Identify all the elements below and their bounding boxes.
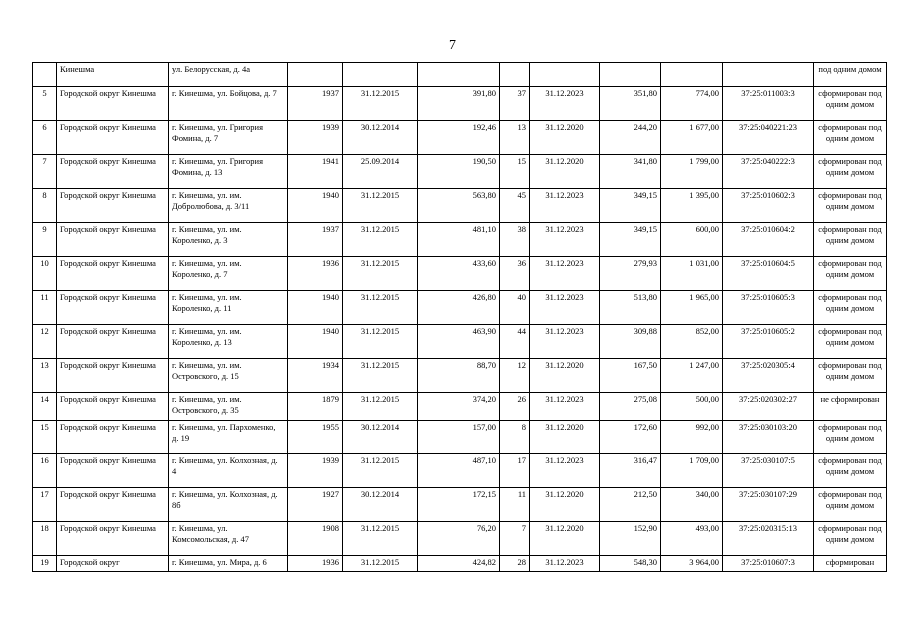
- cell-planned-date: 31.12.2020: [530, 359, 600, 393]
- table-row: [33, 393, 887, 421]
- cell-area: 563,80: [418, 189, 500, 223]
- table-row: [33, 223, 887, 257]
- cell-municipality: Городской округ Кинешма: [57, 291, 169, 325]
- cell-address: г. Кинешма, ул. Колхозная, д. 8б: [169, 488, 288, 522]
- page-number: 7: [449, 38, 456, 53]
- cell-residents: 15: [500, 155, 530, 189]
- cell-planned-date: 31.12.2020: [530, 421, 600, 454]
- cell-residents: 38: [500, 223, 530, 257]
- cell-land-status: сформирован: [814, 556, 887, 572]
- cell-address: г. Кинешма, ул. им. Короленко, д. 13: [169, 325, 288, 359]
- cell-residents: 40: [500, 291, 530, 325]
- cell-build-year: 1936: [288, 257, 343, 291]
- cell-build-year: 1937: [288, 223, 343, 257]
- cell-row-number: 5: [33, 87, 57, 121]
- cell-land-area: [600, 63, 661, 87]
- cell-land-status: сформирован под одним домом: [814, 291, 887, 325]
- table-row: [33, 359, 887, 393]
- cell-row-number: 19: [33, 556, 57, 572]
- cell-area: 76,20: [418, 522, 500, 556]
- cell-build-year: 1879: [288, 393, 343, 421]
- cell-cadastral-number: 37:25:030107:29: [723, 488, 814, 522]
- cell-row-number: 14: [33, 393, 57, 421]
- cell-planned-date: 31.12.2023: [530, 291, 600, 325]
- cell-cadastral-number: 37:25:010605:2: [723, 325, 814, 359]
- table-row: [33, 488, 887, 522]
- cell-address: г. Кинешма, ул. Колхозная, д. 4: [169, 454, 288, 488]
- cell-municipality: Кинешма: [57, 63, 169, 87]
- cell-municipality: Городской округ Кинешма: [57, 189, 169, 223]
- cell-cost: 992,00: [661, 421, 723, 454]
- cell-recognition-date: 30.12.2014: [343, 121, 418, 155]
- cell-land-area: 275,08: [600, 393, 661, 421]
- cell-area: 192,46: [418, 121, 500, 155]
- cell-municipality: Городской округ Кинешма: [57, 454, 169, 488]
- cell-recognition-date: 31.12.2015: [343, 454, 418, 488]
- cell-planned-date: 31.12.2023: [530, 325, 600, 359]
- cell-recognition-date: 31.12.2015: [343, 522, 418, 556]
- cell-land-area: 351,80: [600, 87, 661, 121]
- cell-area: 424,82: [418, 556, 500, 572]
- cell-area: 391,80: [418, 87, 500, 121]
- cell-land-status: сформирован под одним домом: [814, 359, 887, 393]
- table-row: [33, 325, 887, 359]
- cell-municipality: Городской округ Кинешма: [57, 325, 169, 359]
- cell-address: г. Кинешма, ул. им. Добролюбова, д. 3/11: [169, 189, 288, 223]
- cell-cost: 774,00: [661, 87, 723, 121]
- cell-municipality: Городской округ Кинешма: [57, 87, 169, 121]
- cell-cost: 1 395,00: [661, 189, 723, 223]
- cell-cost: 1 031,00: [661, 257, 723, 291]
- cell-residents: 28: [500, 556, 530, 572]
- cell-address: г. Кинешма, ул. им. Короленко, д. 11: [169, 291, 288, 325]
- cell-land-area: 212,50: [600, 488, 661, 522]
- cell-planned-date: 31.12.2023: [530, 393, 600, 421]
- cell-area: 433,60: [418, 257, 500, 291]
- cell-address: г. Кинешма, ул. им. Короленко, д. 3: [169, 223, 288, 257]
- cell-build-year: 1941: [288, 155, 343, 189]
- cell-recognition-date: 31.12.2015: [343, 556, 418, 572]
- cell-land-status: сформирован под одним домом: [814, 325, 887, 359]
- cell-land-status: сформирован под одним домом: [814, 454, 887, 488]
- cell-area: 172,15: [418, 488, 500, 522]
- cell-recognition-date: 31.12.2015: [343, 87, 418, 121]
- cell-planned-date: 31.12.2020: [530, 121, 600, 155]
- cell-land-status: под одним домом: [814, 63, 887, 87]
- cell-cadastral-number: 37:25:010605:3: [723, 291, 814, 325]
- cell-row-number: 11: [33, 291, 57, 325]
- cell-residents: 8: [500, 421, 530, 454]
- cell-cost: 500,00: [661, 393, 723, 421]
- cell-residents: [500, 63, 530, 87]
- cell-recognition-date: 31.12.2015: [343, 325, 418, 359]
- cell-land-status: сформирован под одним домом: [814, 522, 887, 556]
- cell-recognition-date: 31.12.2015: [343, 359, 418, 393]
- cell-address: г. Кинешма, ул. Бойцова, д. 7: [169, 87, 288, 121]
- cell-recognition-date: 31.12.2015: [343, 223, 418, 257]
- cell-planned-date: 31.12.2023: [530, 87, 600, 121]
- cell-land-status: сформирован под одним домом: [814, 257, 887, 291]
- table-row: [33, 155, 887, 189]
- cell-planned-date: 31.12.2023: [530, 257, 600, 291]
- cell-planned-date: 31.12.2020: [530, 488, 600, 522]
- cell-land-area: 309,88: [600, 325, 661, 359]
- cell-address: г. Кинешма, ул. Пархоменко, д. 19: [169, 421, 288, 454]
- cell-planned-date: 31.12.2023: [530, 454, 600, 488]
- table-row: [33, 421, 887, 454]
- cell-municipality: Городской округ Кинешма: [57, 393, 169, 421]
- cell-build-year: 1939: [288, 121, 343, 155]
- table-row: [33, 63, 887, 87]
- cell-address: г. Кинешма, ул. Григория Фомина, д. 13: [169, 155, 288, 189]
- table-row: [33, 522, 887, 556]
- cell-land-area: 349,15: [600, 189, 661, 223]
- cell-area: 487,10: [418, 454, 500, 488]
- cell-planned-date: 31.12.2023: [530, 189, 600, 223]
- cell-land-area: 316,47: [600, 454, 661, 488]
- cell-area: 463,90: [418, 325, 500, 359]
- cell-recognition-date: 31.12.2015: [343, 189, 418, 223]
- cell-municipality: Городской округ Кинешма: [57, 155, 169, 189]
- cell-area: 88,70: [418, 359, 500, 393]
- cell-residents: 12: [500, 359, 530, 393]
- cell-row-number: 17: [33, 488, 57, 522]
- cell-municipality: Городской округ Кинешма: [57, 121, 169, 155]
- cell-address: г. Кинешма, ул. им. Островского, д. 35: [169, 393, 288, 421]
- cell-row-number: 18: [33, 522, 57, 556]
- cell-cost: 1 799,00: [661, 155, 723, 189]
- cell-row-number: 6: [33, 121, 57, 155]
- cell-municipality: Городской округ: [57, 556, 169, 572]
- cell-address: г. Кинешма, ул. Комсомольская, д. 47: [169, 522, 288, 556]
- cell-land-area: 513,80: [600, 291, 661, 325]
- cell-row-number: 16: [33, 454, 57, 488]
- cell-row-number: 9: [33, 223, 57, 257]
- table-row: [33, 257, 887, 291]
- table-row: [33, 121, 887, 155]
- cell-cadastral-number: 37:25:030103:20: [723, 421, 814, 454]
- cell-build-year: 1939: [288, 454, 343, 488]
- cell-municipality: Городской округ Кинешма: [57, 257, 169, 291]
- cell-build-year: 1937: [288, 87, 343, 121]
- cell-cadastral-number: 37:25:020315:13: [723, 522, 814, 556]
- cell-cost: 1 709,00: [661, 454, 723, 488]
- cell-cadastral-number: 37:25:020302:27: [723, 393, 814, 421]
- cell-residents: 13: [500, 121, 530, 155]
- cell-recognition-date: [343, 63, 418, 87]
- cell-cadastral-number: [723, 63, 814, 87]
- cell-recognition-date: 25.09.2014: [343, 155, 418, 189]
- cell-recognition-date: 30.12.2014: [343, 488, 418, 522]
- cell-land-status: не сформирован: [814, 393, 887, 421]
- cell-land-status: сформирован под одним домом: [814, 155, 887, 189]
- cell-residents: 37: [500, 87, 530, 121]
- cell-recognition-date: 30.12.2014: [343, 421, 418, 454]
- cell-cadastral-number: 37:25:010604:2: [723, 223, 814, 257]
- table-row: [33, 556, 887, 572]
- table-body: [33, 63, 887, 572]
- cell-planned-date: 31.12.2023: [530, 223, 600, 257]
- cell-build-year: 1936: [288, 556, 343, 572]
- cell-municipality: Городской округ Кинешма: [57, 488, 169, 522]
- cell-cost: 600,00: [661, 223, 723, 257]
- cell-row-number: 12: [33, 325, 57, 359]
- cell-land-area: 349,15: [600, 223, 661, 257]
- cell-cadastral-number: 37:25:010602:3: [723, 189, 814, 223]
- cell-build-year: 1940: [288, 325, 343, 359]
- cell-row-number: 10: [33, 257, 57, 291]
- cell-land-status: сформирован под одним домом: [814, 421, 887, 454]
- cell-cadastral-number: 37:25:010604:5: [723, 257, 814, 291]
- cell-planned-date: 31.12.2023: [530, 556, 600, 572]
- cell-municipality: Городской округ Кинешма: [57, 421, 169, 454]
- cell-land-area: 167,50: [600, 359, 661, 393]
- cell-land-area: 341,80: [600, 155, 661, 189]
- cell-cadastral-number: 37:25:030107:5: [723, 454, 814, 488]
- cell-area: 190,50: [418, 155, 500, 189]
- cell-cost: 3 964,00: [661, 556, 723, 572]
- table-row: [33, 189, 887, 223]
- cell-area: 481,10: [418, 223, 500, 257]
- cell-planned-date: [530, 63, 600, 87]
- cell-build-year: [288, 63, 343, 87]
- cell-residents: 45: [500, 189, 530, 223]
- cell-cost: [661, 63, 723, 87]
- cell-cadastral-number: 37:25:040221:23: [723, 121, 814, 155]
- cell-residents: 36: [500, 257, 530, 291]
- cell-cadastral-number: 37:25:011003:3: [723, 87, 814, 121]
- cell-municipality: Городской округ Кинешма: [57, 522, 169, 556]
- cell-planned-date: 31.12.2020: [530, 155, 600, 189]
- cell-land-area: 172,60: [600, 421, 661, 454]
- housing-registry-table: [32, 62, 887, 572]
- cell-area: 426,80: [418, 291, 500, 325]
- cell-area: 157,00: [418, 421, 500, 454]
- cell-recognition-date: 31.12.2015: [343, 393, 418, 421]
- cell-residents: 44: [500, 325, 530, 359]
- cell-land-area: 152,90: [600, 522, 661, 556]
- cell-cost: 1 965,00: [661, 291, 723, 325]
- cell-area: [418, 63, 500, 87]
- cell-recognition-date: 31.12.2015: [343, 257, 418, 291]
- cell-build-year: 1927: [288, 488, 343, 522]
- cell-address: г. Кинешма, ул. Григория Фомина, д. 7: [169, 121, 288, 155]
- cell-land-area: 548,30: [600, 556, 661, 572]
- cell-address: г. Кинешма, ул. им. Короленко, д. 7: [169, 257, 288, 291]
- cell-land-status: сформирован под одним домом: [814, 87, 887, 121]
- cell-build-year: 1955: [288, 421, 343, 454]
- cell-land-status: сформирован под одним домом: [814, 121, 887, 155]
- cell-address: г. Кинешма, ул. им. Островского, д. 15: [169, 359, 288, 393]
- cell-cadastral-number: 37:25:010607:3: [723, 556, 814, 572]
- table-row: [33, 454, 887, 488]
- table-row: [33, 291, 887, 325]
- cell-row-number: [33, 63, 57, 87]
- cell-residents: 26: [500, 393, 530, 421]
- cell-land-area: 279,93: [600, 257, 661, 291]
- cell-land-status: сформирован под одним домом: [814, 189, 887, 223]
- cell-residents: 7: [500, 522, 530, 556]
- cell-build-year: 1940: [288, 189, 343, 223]
- cell-municipality: Городской округ Кинешма: [57, 223, 169, 257]
- cell-cost: 1 247,00: [661, 359, 723, 393]
- cell-row-number: 8: [33, 189, 57, 223]
- cell-municipality: Городской округ Кинешма: [57, 359, 169, 393]
- cell-cost: 493,00: [661, 522, 723, 556]
- cell-land-area: 244,20: [600, 121, 661, 155]
- cell-address: г. Кинешма, ул. Мира, д. 6: [169, 556, 288, 572]
- table-row: [33, 87, 887, 121]
- cell-area: 374,20: [418, 393, 500, 421]
- cell-recognition-date: 31.12.2015: [343, 291, 418, 325]
- cell-residents: 11: [500, 488, 530, 522]
- cell-row-number: 15: [33, 421, 57, 454]
- cell-cost: 340,00: [661, 488, 723, 522]
- cell-cost: 852,00: [661, 325, 723, 359]
- cell-land-status: сформирован под одним домом: [814, 223, 887, 257]
- cell-residents: 17: [500, 454, 530, 488]
- cell-address: ул. Белорусская, д. 4а: [169, 63, 288, 87]
- cell-row-number: 13: [33, 359, 57, 393]
- cell-build-year: 1940: [288, 291, 343, 325]
- cell-cadastral-number: 37:25:020305:4: [723, 359, 814, 393]
- cell-planned-date: 31.12.2020: [530, 522, 600, 556]
- cell-row-number: 7: [33, 155, 57, 189]
- cell-cadastral-number: 37:25:040222:3: [723, 155, 814, 189]
- cell-build-year: 1908: [288, 522, 343, 556]
- cell-build-year: 1934: [288, 359, 343, 393]
- cell-land-status: сформирован под одним домом: [814, 488, 887, 522]
- cell-cost: 1 677,00: [661, 121, 723, 155]
